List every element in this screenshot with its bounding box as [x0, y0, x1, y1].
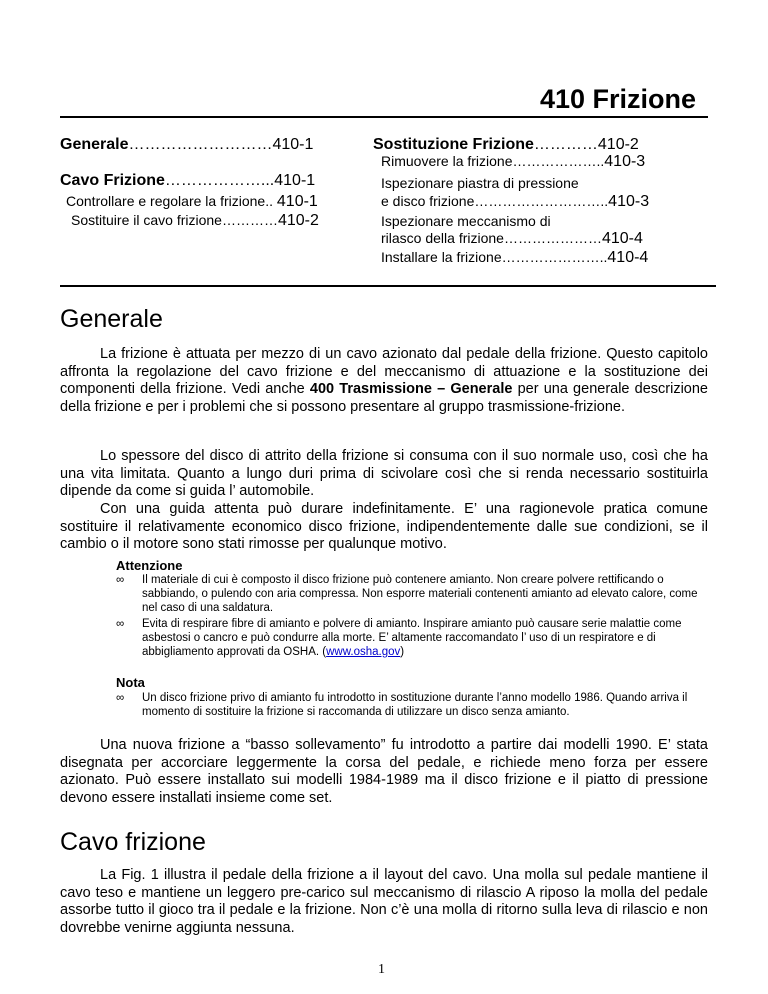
toc-sub-entry-installare[interactable]: [381, 249, 648, 267]
toc-page: 410-1: [274, 172, 316, 189]
toc-label: Rimuovere la frizione………………..: [381, 153, 605, 169]
generale-paragraph-4: Una nuova frizione a “basso sollevamento” fu introdotto a partire dai modelli 1990. E’ stata disegnata per accorciare leggermente la corsa del pedale, e richiede meno forza per essere azionato. Può essere installato sui modelli 1984-1989 ma il disco frizione e il piatto di pressione devono essere installati insieme come set.: [60, 737, 708, 806]
toc-page: 410-4: [607, 249, 649, 266]
toc-page: 410-2: [277, 212, 319, 229]
generale-paragraph-1: La frizione è attuata per mezzo di un cavo azionato dal pedale della frizione. Questo capitolo affronta la regolazione del cavo frizione e del meccanismo di attuazione e la sostituzione dei componenti della frizione. Vedi anche 400 Trasmissione – Generale per una generale descrizione della frizione e per i problemi che si possono presentare al gruppo trasmissione-frizione.: [60, 346, 709, 415]
toc-label: Generale: [60, 136, 129, 153]
toc-entry-sostituzione-frizione[interactable]: [373, 136, 639, 154]
toc-label: e disco frizione………………………..: [381, 193, 609, 209]
section-heading-generale: Generale: [60, 305, 163, 333]
toc-label: Ispezionare meccanismo di: [381, 213, 551, 229]
toc-label: rilasco della frizione…………………: [381, 230, 602, 246]
generale-paragraph-3: Con una guida attenta può durare indefinitamente. E’ una ragionevole pratica comune sostituire il relativamente economico disco frizione, indipendentemente dalle sue condizioni, se il cambio o il motore sono stati rimosse per qualunque motivo.: [60, 501, 708, 552]
toc-sub-entry-sostituire-cavo[interactable]: [71, 212, 319, 230]
list-item: ∞ Il materiale di cui è composto il disco frizione può contenere amianto. Non creare polvere rettificando o sabbiando, o pulendo con aria compressa. Non esporre materiali contenenti amianto ad elevato calore, come nel caso di una saldatura.: [116, 574, 698, 614]
toc-page: 410-4: [601, 230, 643, 247]
osha-link[interactable]: www.osha.gov: [326, 646, 401, 658]
toc-page: 410-2: [597, 136, 639, 153]
toc-label: Ispezionare piastra di pressione: [381, 175, 579, 191]
cavo-paragraph-1: La Fig. 1 illustra il pedale della frizione a il layout del cavo. Una molla sul pedale mantiene il cavo teso e mantiene un leggero pre-carico sul meccanismo di rilascio A riposo la molla del pedale assorbe tutto il gioco tra il pedale e la frizione. Non c’è una molla di ritorno sulla leva di rilascio e non dovrebbe venirne aggiunta nessuna.: [60, 867, 708, 936]
note-list: [116, 691, 708, 721]
toc-sub-entry-ispezionare-meccanismo[interactable]: [381, 213, 551, 229]
warning-list: [116, 573, 708, 661]
generale-paragraph-2: Lo spessore del disco di attrito della frizione si consuma con il suo normale uso, così che ha una vita limitata. Quanto a lungo duri prima di scivolare così che si renda necessario sostituirla dipende da come si guida l’ automobile.: [60, 448, 708, 499]
bullet-icon: ∞: [116, 618, 125, 630]
cross-reference: 400 Trasmissione – Generale: [309, 381, 513, 397]
toc-bottom-rule: [60, 285, 716, 287]
warning-title: Attenzione: [116, 558, 183, 573]
bullet-icon: ∞: [116, 574, 125, 586]
toc-sub-entry-rilasco[interactable]: [381, 230, 643, 248]
toc-sub-entry-disco-frizione[interactable]: [381, 193, 649, 211]
toc-entry-generale[interactable]: [60, 136, 313, 154]
toc-dots: ………………………: [128, 136, 273, 153]
toc-page: 410-3: [608, 193, 650, 210]
toc-dots: ………………...: [164, 172, 275, 189]
bullet-icon: ∞: [116, 692, 125, 704]
toc-sub-entry-controllare[interactable]: [66, 193, 318, 211]
toc-label: Cavo Frizione: [60, 172, 165, 189]
toc-label: Controllare e regolare la frizione..: [66, 193, 277, 209]
section-heading-cavo-frizione: Cavo frizione: [60, 828, 206, 856]
page-number: 1: [378, 962, 385, 977]
toc-label: Installare la frizione…………………..: [381, 249, 608, 265]
note-title: Nota: [116, 675, 145, 690]
toc-dots: …………: [533, 136, 598, 153]
toc-page: 410-3: [604, 153, 646, 170]
chapter-title: 410 Frizione: [540, 84, 697, 114]
toc-label: Sostituzione Frizione: [373, 136, 534, 153]
toc-sub-entry-ispezionare-piastra[interactable]: [381, 175, 579, 191]
list-item: ∞ Un disco frizione privo di amianto fu introdotto in sostituzione durante l’anno modello 1986. Quando arriva il momento di sostituire la frizione si raccomanda di utilizzare un disco senza amianto.: [116, 692, 688, 718]
toc-page: 410-1: [276, 193, 318, 210]
list-item: ∞ Evita di respirare fibre di amianto e polvere di amianto. Inspirare amianto può causare serie malattie come asbestosi o cancro e può condurre alla morte. E’ altamente raccomandato l’ uso di un respiratore e di abbigliamento approvati da OSHA. (www.osha.gov): [116, 618, 682, 658]
toc-sub-entry-rimuovere[interactable]: [381, 153, 645, 171]
toc-label: Sostituire il cavo frizione…………: [71, 212, 278, 228]
toc-entry-cavo-frizione[interactable]: [60, 172, 315, 190]
header-rule: [60, 116, 708, 118]
toc-page: 410-1: [272, 136, 314, 153]
